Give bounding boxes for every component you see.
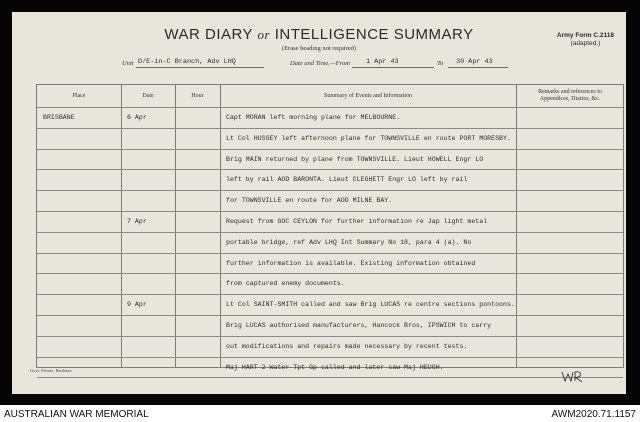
row-summary-text: Capt MORAN left morning plane for MELBOURNE. <box>226 114 401 121</box>
row-summary-text: from captured enemy documents. <box>226 280 345 288</box>
caption-institution: AUSTRALIAN WAR MEMORIAL <box>4 409 149 420</box>
date-from-label: Date and Time.—From <box>290 60 350 67</box>
title-or: or <box>257 27 271 42</box>
date-to-value: 30 Apr 43 <box>456 58 493 66</box>
title-war-diary: WAR DIARY <box>164 26 253 43</box>
row-rule <box>37 232 623 233</box>
title-intelligence-summary: INTELLIGENCE SUMMARY <box>274 26 474 43</box>
date-to-underline <box>448 67 508 68</box>
date-to-label: To <box>437 60 444 67</box>
row-rule <box>37 336 623 337</box>
row-date: 9 Apr <box>127 301 147 309</box>
row-summary-text: left by rail AOD BARONTA. Lieut CLEGHETT Engr LO left by rail <box>226 176 468 184</box>
unit-value: D/E-in-C Branch, Adv LHQ <box>138 58 236 66</box>
row-place: BRISBANE <box>43 114 75 121</box>
col-header-summary: Summary of Events and Information <box>324 92 412 99</box>
row-rule <box>37 190 623 191</box>
row-summary-text: for TOWNSVILLE en route for AOD MILNE BAY. <box>226 197 393 205</box>
handwritten-initials <box>560 368 586 384</box>
row-rule <box>37 294 623 295</box>
row-summary-text: Maj HART 2 Water Tpt Gp called and later saw Maj HEUGH. <box>226 363 444 371</box>
row-rule <box>37 128 623 129</box>
col-header-place: Place <box>72 92 86 99</box>
row-rule <box>37 149 623 150</box>
header-rule <box>37 107 623 108</box>
row-rule <box>37 273 623 274</box>
unit-label: Unit <box>122 60 134 67</box>
date-from-underline <box>352 67 434 68</box>
war-diary-sheet <box>12 12 626 394</box>
row-summary-text: Lt Col SAINT-SMITH called and saw Brig LUCAS re centre sections pontoons. <box>226 301 515 309</box>
row-summary-text: Brig MAIN returned by plane from TOWNSVILLE. Lieut HOWELL Engr LO <box>226 155 484 163</box>
col-header-date: Date <box>142 92 154 99</box>
row-date: 7 Apr <box>127 218 147 225</box>
row-rule <box>37 357 623 358</box>
army-form-label <box>557 32 614 48</box>
row-summary-text: further information is available. Existing information obtained <box>226 259 476 267</box>
army-form-adapted: (adapted.) <box>570 40 601 47</box>
row-rule <box>37 211 623 212</box>
printer-imprint: Govt. Printer, Brisbane <box>30 368 72 373</box>
unit-underline <box>136 67 264 68</box>
form-subtitle: (Erase heading not required) <box>281 45 357 52</box>
row-rule <box>37 253 623 254</box>
row-summary-text: portable bridge, ref Adv LHQ Int Summary No 18, para 4 (a). No <box>226 238 472 246</box>
row-date: 6 Apr <box>127 114 147 121</box>
row-summary-text: Lt Col HUSSEY left afternoon plane for TOWNSVILLE en route PORT MORESBY. <box>226 134 511 142</box>
row-summary-text: Request from GOC CEYLON for further information re Jap light metal <box>226 218 488 225</box>
caption-accession-number: AWM2020.71.1157 <box>551 409 636 420</box>
row-rule <box>37 169 623 170</box>
date-from-value: 1 Apr 43 <box>366 58 399 66</box>
row-rule <box>37 315 623 316</box>
army-form-number: Army Form C.2118 <box>556 32 614 39</box>
row-rule <box>37 377 623 378</box>
row-summary-text: Brig LUCAS authorised manufacturers, Hancock Bros, IPSWICH to carry <box>226 322 492 329</box>
row-summary-text: out modifications and repairs made necessary by recent tests. <box>226 342 468 350</box>
col-header-hour: Hour <box>191 92 204 99</box>
col-header-remarks: Remarks and references to Appendices, Diaries, &c. <box>538 89 602 102</box>
form-title <box>12 26 626 43</box>
